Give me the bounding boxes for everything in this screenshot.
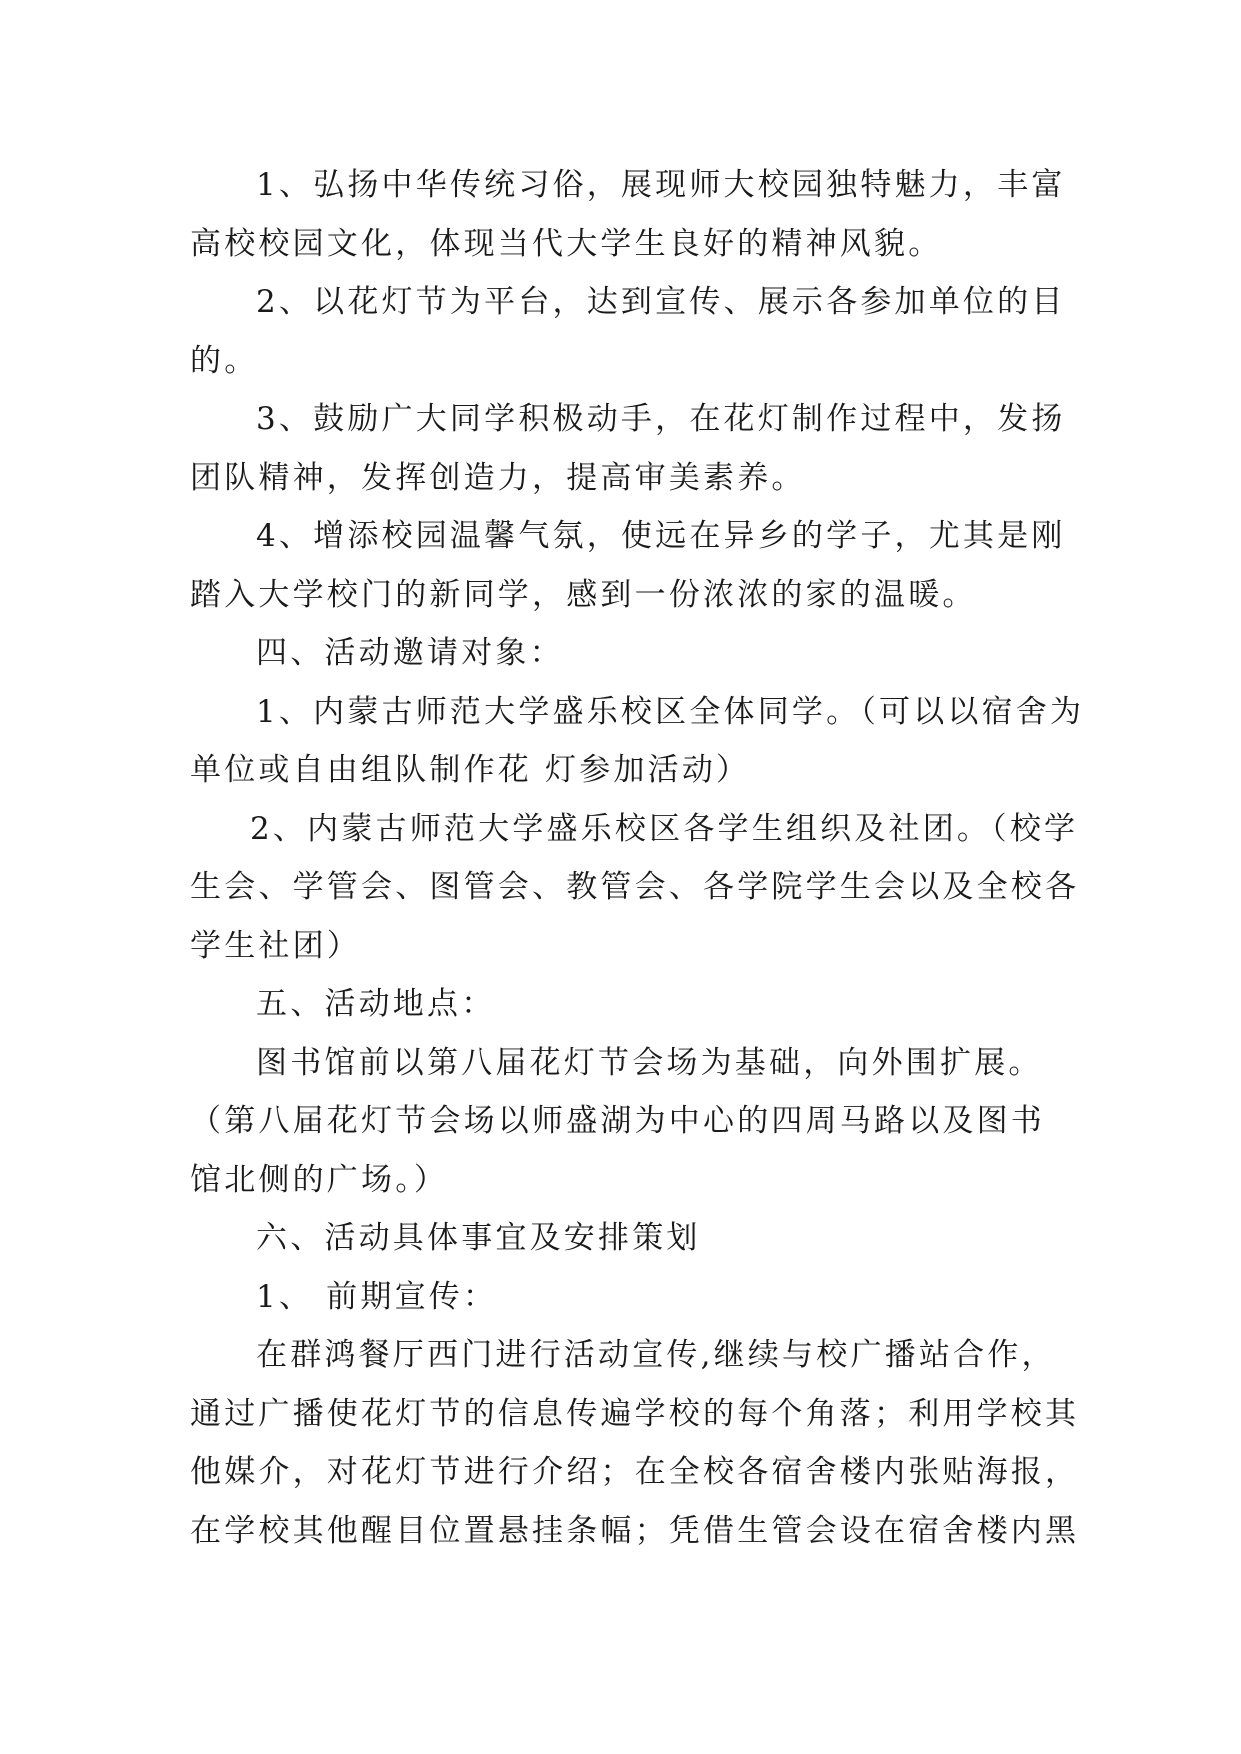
- invitee-item-1-line-1: 1、内蒙古师范大学盛乐校区全体同学。（可以以宿舍为: [256, 693, 1085, 730]
- invitee-item-1-line-2: 单位或自由组队制作花 灯参加活动）: [190, 752, 751, 788]
- invitee-item-2-line-3: 学生社团）: [190, 927, 361, 964]
- venue-line-1: 图书馆前以第八届花灯节会场为基础，向外围扩展。: [256, 1044, 1043, 1081]
- venue-line-3: 馆北侧的广场。）: [190, 1161, 449, 1198]
- purpose-item-3-line-2: 团队精神，发挥创造力，提高审美素养。: [190, 459, 806, 496]
- invitee-item-2-line-2: 生会、学管会、图管会、教管会、各学院学生会以及全校各: [190, 869, 1080, 905]
- purpose-item-1-line-2: 高校校园文化，体现当代大学生良好的精神风貌。: [190, 225, 943, 262]
- section-5-heading: 五、活动地点：: [256, 986, 496, 1022]
- document-body: [190, 156, 1085, 1560]
- section-6-heading: 六、活动具体事宜及安排策划: [256, 1220, 701, 1256]
- promotion-line-1: 在群鸿餐厅西门进行活动宣传,继续与校广播站合作，: [256, 1337, 1056, 1373]
- invitee-item-2-line-1: 2、内蒙古师范大学盛乐校区各学生组织及社团。（校学: [250, 810, 1079, 847]
- section-4-heading: 四、活动邀请对象：: [256, 635, 564, 671]
- promotion-line-4: 在学校其他醒目位置悬挂条幅；凭借生管会设在宿舍楼内黑: [190, 1512, 1080, 1549]
- purpose-item-4-line-2: 踏入大学校门的新同学，感到一份浓浓的家的温暖。: [190, 576, 977, 613]
- purpose-item-4-line-1: 4、增添校园温馨气氛，使远在异乡的学子，尤其是刚: [256, 518, 1066, 554]
- purpose-item-2-line-2: 的。: [190, 342, 259, 379]
- venue-line-2: （第八届花灯节会场以师盛湖为中心的四周马路以及图书: [190, 1103, 1045, 1139]
- purpose-item-2-line-1: 2、以花灯节为平台，达到宣传、展示各参加单位的目: [256, 284, 1066, 320]
- purpose-item-1-line-1: 1、弘扬中华传统习俗，展现师大校园独特魅力，丰富: [256, 167, 1066, 203]
- purpose-item-3-line-1: 3、鼓励广大同学积极动手，在花灯制作过程中，发扬: [256, 401, 1066, 437]
- promotion-line-3: 他媒介，对花灯节进行介绍；在全校各宿舍楼内张贴海报，: [190, 1454, 1080, 1490]
- promotion-line-2: 通过广播使花灯节的信息传遍学校的每个角落；利用学校其: [190, 1395, 1080, 1432]
- subsection-1-heading: 1、 前期宣传：: [256, 1278, 498, 1315]
